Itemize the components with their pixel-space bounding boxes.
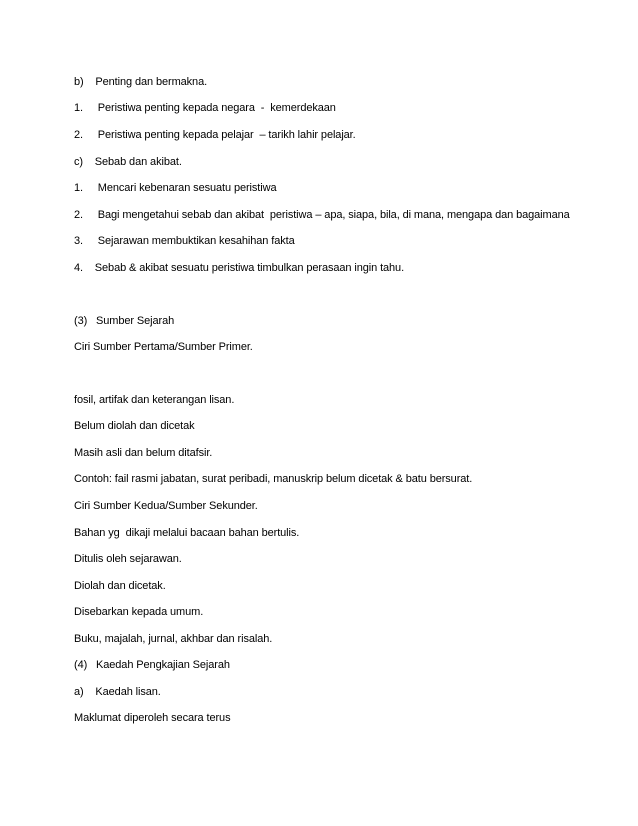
text-line: 2. Peristiwa penting kepada pelajar – tarikh lahir pelajar. [74, 129, 356, 141]
text-line: Bahan yg dikaji melalui bacaan bahan bertulis. [74, 527, 300, 539]
text-line: 3. Sejarawan membuktikan kesahihan fakta [74, 235, 295, 247]
text-line: Ciri Sumber Pertama/Sumber Primer. [74, 341, 253, 353]
text-line: Buku, majalah, jurnal, akhbar dan risalah. [74, 633, 273, 645]
text-line: Masih asli dan belum ditafsir. [74, 447, 213, 459]
text-line: 1. Mencari kebenaran sesuatu peristiwa [74, 182, 277, 194]
text-line: Belum diolah dan dicetak [74, 420, 195, 432]
text-line: (4) Kaedah Pengkajian Sejarah [74, 659, 230, 671]
text-line: (3) Sumber Sejarah [74, 315, 175, 327]
text-line: Diolah dan dicetak. [74, 580, 166, 592]
text-line: Ditulis oleh sejarawan. [74, 553, 182, 565]
text-line: 2. Bagi mengetahui sebab dan akibat peristiwa – apa, siapa, bila, di mana, mengapa dan bagaimana [74, 209, 570, 221]
text-line: Contoh: fail rasmi jabatan, surat peribadi, manuskrip belum dicetak & batu bersurat. [74, 473, 473, 485]
text-line: 4. Sebab & akibat sesuatu peristiwa timbulkan perasaan ingin tahu. [74, 262, 405, 274]
text-line: Disebarkan kepada umum. [74, 606, 204, 618]
text-line: Ciri Sumber Kedua/Sumber Sekunder. [74, 500, 258, 512]
text-line: c) Sebab dan akibat. [74, 156, 182, 168]
text-line: fosil, artifak dan keterangan lisan. [74, 394, 235, 406]
text-line: a) Kaedah lisan. [74, 686, 161, 698]
text-line: 1. Peristiwa penting kepada negara - kemerdekaan [74, 102, 336, 114]
text-line: b) Penting dan bermakna. [74, 76, 208, 88]
text-line: Maklumat diperoleh secara terus [74, 712, 231, 724]
